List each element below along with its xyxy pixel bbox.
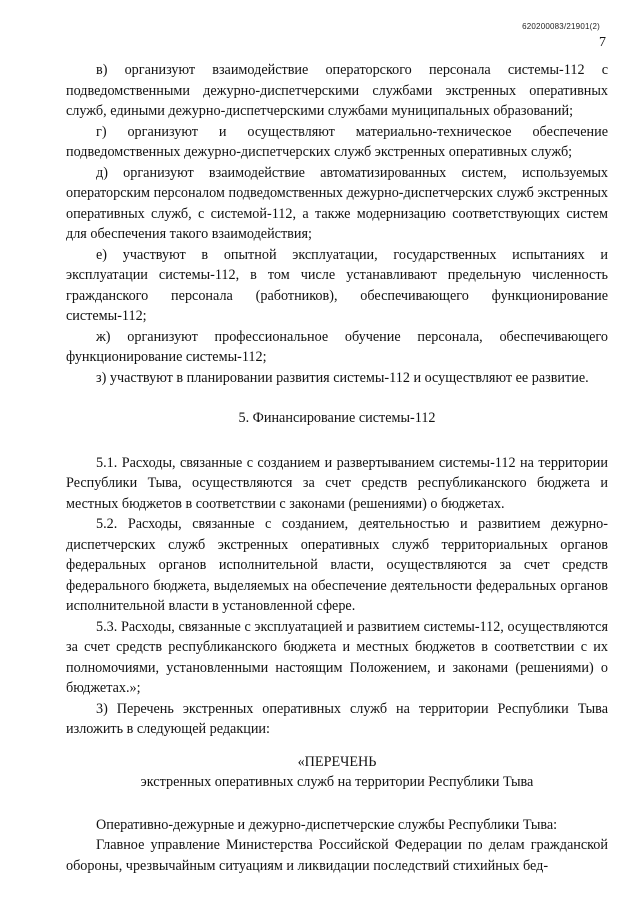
paragraph-item-3: 3) Перечень экстренных оперативных служб на территории Республики Тыва изложить в следующей редакции: xyxy=(66,700,608,737)
paragraph-services-heading: Оперативно-дежурные и дежурно-диспетчерские службы Республики Тыва: xyxy=(96,816,558,833)
paragraph-5-3: 5.3. Расходы, связанные с эксплуатацией и развитием системы-112, осуществляются за счет средств республиканского бюджета и местных бюджетов в соответствии с их полномочиями, установленными настоящим Положением, и законами (решениями) о бюджетах.»; xyxy=(66,618,608,696)
paragraph-d: д) организуют взаимодействие автоматизированных систем, используемых операторским персоналом подведомственных дежурно-диспетчерских служб экстренных оперативных служб, с системой-112, а также модернизацию соответствующих систем для обеспечения такого взаимодействия; xyxy=(66,164,608,242)
paragraph-5-1: 5.1. Расходы, связанные с созданием и развертыванием системы-112 на территории Республики Тыва, осуществляются за счет средств республиканского бюджета и местных бюджетов в соответствии с законами (решениями) о бюджетах. xyxy=(66,454,608,512)
paragraph-zh: ж) организуют профессиональное обучение персонала, обеспечивающего функционирование системы-112; xyxy=(66,328,608,365)
list-title: «ПЕРЕЧЕНЬ xyxy=(297,753,377,770)
paragraph-5-2: 5.2. Расходы, связанные с созданием, деятельностью и развитием дежурно-диспетчерских служб экстренных оперативных служб территориальных органов федеральных органов исполнительной власти, осуществляются за счет средств федерального бюджета, выделяемых на обеспечение деятельности федеральных органов исполнительной власти в установленной сфере. xyxy=(66,516,608,614)
document-id: 620200083/21901(2) xyxy=(522,22,600,31)
list-subtitle: экстренных оперативных служб на территории Республики Тыва xyxy=(140,774,534,790)
document-body xyxy=(66,60,608,876)
section-heading: 5. Финансирование системы-112 xyxy=(238,410,436,426)
paragraph-e: е) участвуют в опытной эксплуатации, государственных испытаниях и эксплуатации системы-112, в том числе устанавливают предельную численность гражданского персонала (работников), обеспечивающего функционирование системы-112; xyxy=(66,246,608,324)
paragraph-z: з) участвуют в планировании развития системы-112 и осуществляют ее развитие. xyxy=(96,369,589,386)
paragraph-main-directorate: Главное управление Министерства Российской Федерации по делам гражданской обороны, чрезвычайным ситуациям и ликвидации последствий стихийных бед- xyxy=(66,837,608,874)
paragraph-v: в) организуют взаимодействие операторского персонала системы-112 с подведомственными дежурно-диспетчерскими службами экстренных оперативных служб, едиными дежурно-диспетчерскими службами муниципальных образований; xyxy=(66,62,608,119)
paragraph-g: г) организуют и осуществляют материально-техническое обеспечение подведомственных дежурно-диспетчерских служб экстренных оперативных служб; xyxy=(66,123,608,160)
page-number: 7 xyxy=(599,35,606,50)
